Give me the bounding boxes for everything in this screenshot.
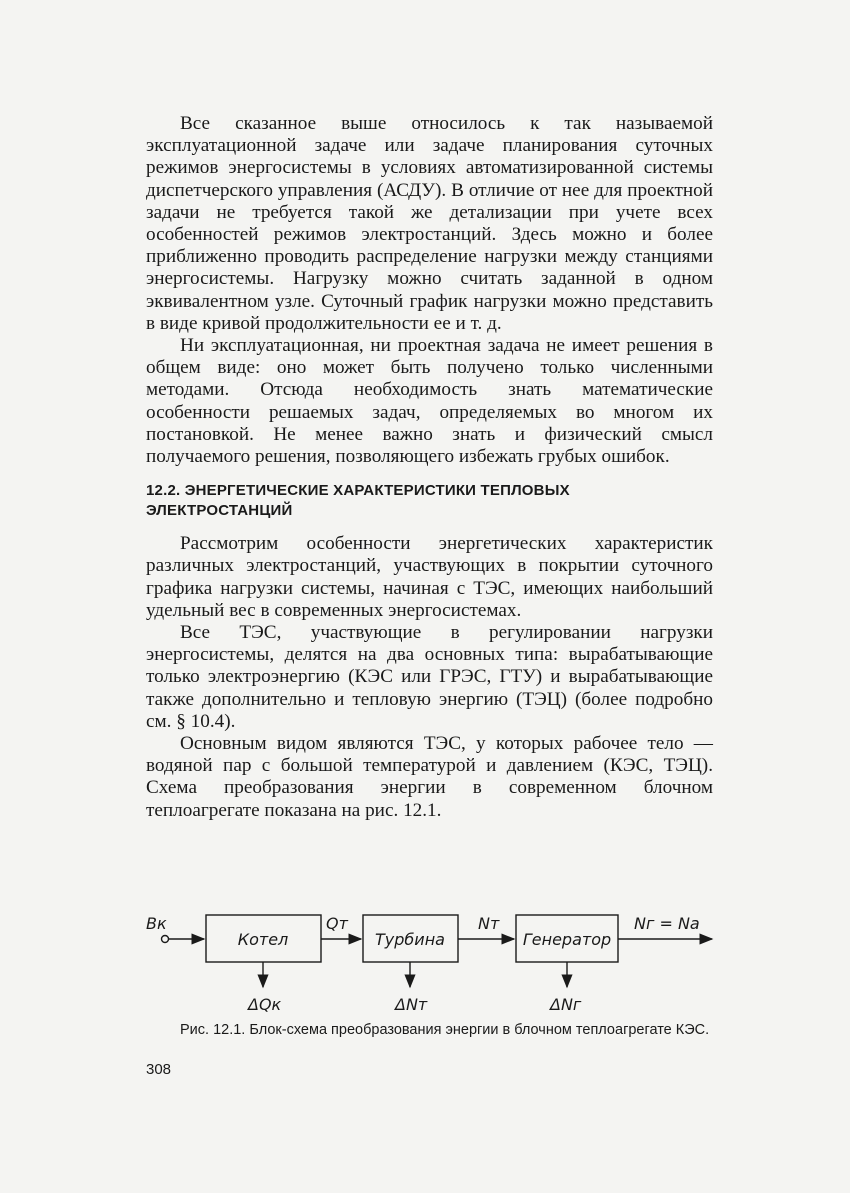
paragraph-steam-working-body: Основным видом являются ТЭС, у которых рабочее тело — водяной пар с большой температурой и давлением (КЭС, ТЭЦ). Схема преобразования энергии в современном блочном теплоагрегате показана на рис. 12.1. — [146, 733, 713, 821]
loss-label-1: ΔQк — [248, 995, 282, 1014]
page-number: 308 — [146, 1061, 172, 1078]
text-column — [146, 113, 713, 822]
output-label: Nг = Na — [634, 914, 700, 933]
block-boiler-label: Котел — [237, 930, 289, 949]
figure-caption: Рис. 12.1. Блок-схема преобразования энергии в блочном теплоагрегате КЭС. — [180, 1022, 710, 1038]
loss-label-2: ΔNт — [395, 995, 428, 1014]
flow-label-1: Qт — [326, 914, 348, 933]
paragraph-operational-task: Все сказанное выше относилось к так называемой эксплуатационной задаче или задаче планирования суточных режимов энергосистемы в условиях автоматизированной системы диспетчерского управления (АСДУ). В отличие от нее для проектной задачи не требуется такой же детализации при учете всех особенностей режимов электростанций. Здесь можно и более приближенно проводить распределение нагрузки между станциями энергосистемы. Нагрузку можно считать заданной в одном эквивалентном узле. Суточный график нагрузки можно представить в виде кривой продолжительности ее и т. д. — [146, 113, 713, 334]
input-node — [162, 936, 169, 943]
paragraph-no-general-solution: Ни эксплуатационная, ни проектная задача не имеет решения в общем виде: оно может быть получено только численными методами. Отсюда необходимость знать математические особенности решаемых задач, определяемых во многом их постановкой. Не менее важно знать и физический смысл получаемого решения, позволяющего избежать грубых ошибок. — [146, 335, 713, 468]
block-turbine-label: Турбина — [375, 930, 445, 949]
flow-label-2: Nт — [478, 914, 500, 933]
block-diagram-figure — [140, 900, 720, 1020]
loss-label-3: ΔNг — [550, 995, 582, 1014]
paragraph-energy-characteristics: Рассмотрим особенности энергетических характеристик различных электростанций, участвующих в покрытии суточного графика нагрузки системы, начиная с ТЭС, имеющих наибольший удельный вес в современных энергосистемах. — [146, 533, 713, 621]
paragraph-tes-types: Все ТЭС, участвующие в регулировании нагрузки энергосистемы, делятся на два основных типа: вырабатывающие только электроэнергию (КЭС или ГРЭС, ГТУ) и вырабатывающие также дополнительно и тепловую энергию (ТЭЦ) (более подробно см. § 10.4). — [146, 622, 713, 732]
input-label: Bк — [146, 914, 167, 933]
section-heading: 12.2. ЭНЕРГЕТИЧЕСКИЕ ХАРАКТЕРИСТИКИ ТЕПЛОВЫХ ЭЛЕКТРОСТАНЦИЙ — [146, 482, 570, 520]
block-generator-label: Генератор — [522, 930, 612, 949]
